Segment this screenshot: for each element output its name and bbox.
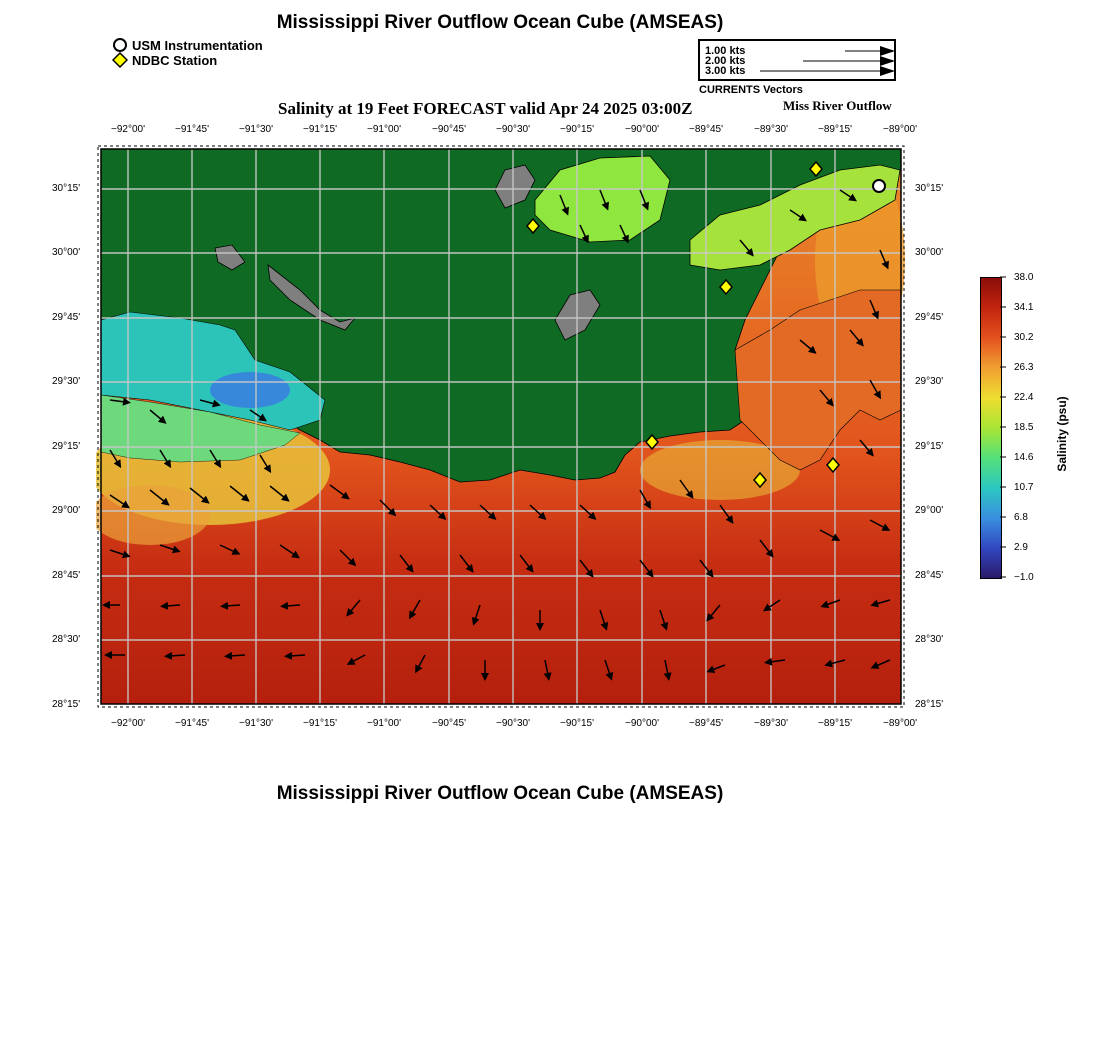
lon-tick-top: −91°15' — [303, 124, 337, 135]
lat-tick-left: 30°00' — [52, 247, 81, 258]
page-title-bottom: Mississippi River Outflow Ocean Cube (AMSEAS) — [276, 783, 724, 804]
lat-tick-left: 28°30' — [52, 634, 81, 645]
vector-key-arrows — [700, 41, 894, 79]
lon-tick-bottom: −90°00' — [625, 718, 659, 729]
lon-tick-top: −90°00' — [625, 124, 659, 135]
lat-tick-left: 29°00' — [52, 505, 81, 516]
colorbar-tick: 22.4 — [1014, 392, 1034, 403]
lon-tick-bottom: −90°30' — [496, 718, 530, 729]
lat-tick-left: 29°45' — [52, 312, 81, 323]
lon-tick-bottom: −89°30' — [754, 718, 788, 729]
lon-tick-top: −90°45' — [432, 124, 466, 135]
vector-key-row-2: 2.00 kts — [705, 55, 746, 67]
ndbc-diamond-icon — [112, 52, 128, 68]
lon-tick-bottom: −92°00' — [111, 718, 145, 729]
colorbar-label: Salinity (psu) — [1055, 396, 1069, 472]
low-salinity-patch — [210, 372, 290, 408]
vector-key-caption: CURRENTS Vectors — [699, 84, 803, 96]
map-subtitle: Salinity at 19 Feet FORECAST valid Apr 24 2025 03:00Z — [278, 99, 693, 118]
lon-tick-bottom: −90°45' — [432, 718, 466, 729]
lon-tick-top: −90°15' — [560, 124, 594, 135]
lon-tick-top: −91°00' — [367, 124, 401, 135]
colorbar-tick: 18.5 — [1014, 422, 1034, 433]
colorbar-tick: 6.8 — [1014, 512, 1028, 523]
lat-tick-left: 30°15' — [52, 183, 81, 194]
lon-tick-bottom: −91°15' — [303, 718, 337, 729]
colorbar-tick: 30.2 — [1014, 332, 1034, 343]
colorbar-tick: 2.9 — [1014, 542, 1028, 553]
lon-tick-bottom: −91°30' — [239, 718, 273, 729]
lat-tick-right: 28°45' — [915, 570, 944, 581]
lon-tick-bottom: −90°15' — [560, 718, 594, 729]
lat-tick-right: 29°30' — [915, 376, 944, 387]
lat-tick-left: 28°45' — [52, 570, 81, 581]
usm-instrument-marker[interactable] — [873, 180, 885, 192]
lon-tick-top: −89°30' — [754, 124, 788, 135]
lon-tick-top: −89°15' — [818, 124, 852, 135]
lat-tick-right: 29°45' — [915, 312, 944, 323]
lat-tick-left: 29°15' — [52, 441, 81, 452]
lat-tick-right: 30°00' — [915, 247, 944, 258]
usm-circle-icon — [112, 37, 128, 53]
lat-tick-right: 28°30' — [915, 634, 944, 645]
colorbar-tick: 34.1 — [1014, 302, 1034, 313]
lon-tick-top: −92°00' — [111, 124, 145, 135]
vector-key — [698, 39, 896, 81]
usm-legend — [112, 37, 263, 53]
usm-legend-label: USM Instrumentation — [132, 37, 263, 53]
colorbar-tick: 14.6 — [1014, 452, 1034, 463]
lon-tick-bottom: −91°45' — [175, 718, 209, 729]
colorbar-tick: 26.3 — [1014, 362, 1034, 373]
colorbar-tick: 38.0 — [1014, 272, 1034, 283]
lat-tick-right: 29°15' — [915, 441, 944, 452]
colorbar-tick-marks — [1000, 276, 1014, 580]
region-label: Miss River Outflow — [783, 98, 892, 113]
lon-tick-top: −90°30' — [496, 124, 530, 135]
lon-tick-top: −91°45' — [175, 124, 209, 135]
page-title: Mississippi River Outflow Ocean Cube (AMSEAS) — [276, 12, 724, 33]
lon-tick-bottom: −91°00' — [367, 718, 401, 729]
vector-key-row-3: 3.00 kts — [705, 65, 746, 77]
ndbc-legend — [112, 52, 217, 68]
lon-tick-top: −89°45' — [689, 124, 723, 135]
lat-tick-left: 28°15' — [52, 699, 81, 710]
vector-key-row-1: 1.00 kts — [705, 45, 746, 57]
lat-tick-right: 28°15' — [915, 699, 944, 710]
lon-tick-bottom: −89°15' — [818, 718, 852, 729]
ndbc-legend-label: NDBC Station — [132, 52, 218, 68]
lat-tick-right: 29°00' — [915, 505, 944, 516]
lon-tick-top: −91°30' — [239, 124, 273, 135]
colorbar-tick: −1.0 — [1014, 572, 1034, 583]
lon-tick-bottom: −89°00' — [883, 718, 917, 729]
lon-tick-bottom: −89°45' — [689, 718, 723, 729]
colorbar-tick: 10.7 — [1014, 482, 1034, 493]
lat-tick-left: 29°30' — [52, 376, 81, 387]
lat-tick-right: 30°15' — [915, 183, 944, 194]
lon-tick-top: −89°00' — [883, 124, 917, 135]
colorbar — [980, 277, 1002, 579]
salinity-map[interactable] — [96, 144, 908, 710]
